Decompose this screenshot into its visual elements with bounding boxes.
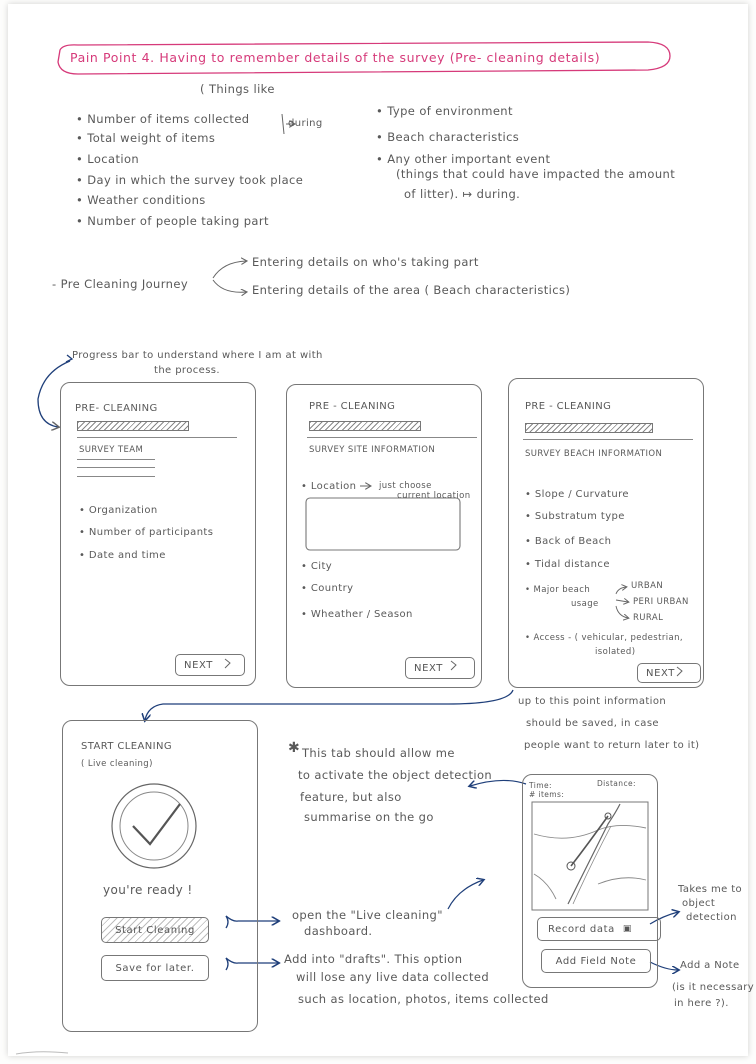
usage-option[interactable]: URBAN xyxy=(631,581,664,591)
star-icon: ✱ xyxy=(288,740,301,756)
list-item: • Number of people taking part xyxy=(76,214,269,228)
form-field[interactable]: • Back of Beach xyxy=(525,536,612,547)
list-item: • Number of items collected xyxy=(76,112,250,126)
usage-label[interactable]: • Major beach xyxy=(525,585,591,595)
screen-survey-team xyxy=(60,382,256,686)
paper-sheet xyxy=(8,4,755,1056)
items-label: # items: xyxy=(529,790,565,799)
start-cleaning-button[interactable]: Start Cleaning xyxy=(101,917,209,943)
form-field[interactable]: • Number of participants xyxy=(79,527,214,538)
tab-note: summarise on the go xyxy=(304,810,434,824)
note-note: Add a Note xyxy=(680,960,740,971)
form-field[interactable]: • Country xyxy=(301,583,354,594)
list-item-sub: (things that could have impacted the amount xyxy=(396,167,676,181)
tab-note: This tab should allow me xyxy=(302,746,455,760)
save-later-note: Add into "drafts". This option xyxy=(284,952,463,966)
location-note: just choose xyxy=(379,481,432,491)
form-field[interactable]: • Tidal distance xyxy=(525,559,610,570)
journey-branch-1: Entering details on who's taking part xyxy=(252,255,479,269)
page-title: Pain Point 4. Having to remember details of the survey (Pre- cleaning details) xyxy=(70,50,601,65)
camera-icon: ▣ xyxy=(622,924,632,934)
screen-live-dashboard xyxy=(522,774,658,988)
list-item-sub: of litter). ↦ during. xyxy=(404,187,521,201)
save-note: should be saved, in case xyxy=(526,718,659,729)
ready-text: you're ready ! xyxy=(103,883,193,897)
screen-start-cleaning xyxy=(62,720,258,1032)
progress-bar xyxy=(525,423,653,433)
record-note: detection xyxy=(686,912,737,923)
list-item: • Total weight of items xyxy=(76,131,216,145)
form-field[interactable]: • Date and time xyxy=(79,550,166,561)
location-note: current location xyxy=(397,491,471,501)
screen-subtitle: SURVEY TEAM xyxy=(79,445,144,455)
screen-beach-info xyxy=(508,378,704,688)
dashboard-arrow xyxy=(448,880,483,909)
journey-branch-2: Entering details of the area ( Beach characteristics) xyxy=(252,283,571,297)
progress-bar xyxy=(77,421,189,431)
list-item: • Type of environment xyxy=(376,104,513,118)
form-field[interactable]: • Access - ( vehicular, pedestrian, xyxy=(525,633,684,643)
flow-arrow xyxy=(145,690,513,720)
form-field[interactable]: • Slope / Curvature xyxy=(525,489,629,500)
save-note: up to this point information xyxy=(518,696,667,707)
journey-label: - Pre Cleaning Journey xyxy=(52,277,189,291)
record-note: Takes me to xyxy=(678,884,743,895)
screen-site-info xyxy=(286,384,482,688)
location-field[interactable]: • Location xyxy=(301,481,357,492)
screen-title: PRE - CLEANING xyxy=(525,401,612,412)
list-item: • Any other important event xyxy=(376,152,551,166)
screen-title: PRE - CLEANING xyxy=(309,401,396,412)
save-later-note: such as location, photos, items collected xyxy=(298,992,549,1006)
form-field[interactable]: • City xyxy=(301,561,333,572)
usage-option[interactable]: RURAL xyxy=(633,613,664,623)
usage-option[interactable]: PERI URBAN xyxy=(633,597,689,607)
list-item: • Day in which the survey took place xyxy=(76,173,304,187)
screen-subtitle: SURVEY BEACH INFORMATION xyxy=(525,449,663,459)
start-note: dashboard. xyxy=(304,924,373,938)
record-data-button[interactable]: Record data ▣ xyxy=(537,917,661,941)
screen-subtitle: ( Live cleaning) xyxy=(81,759,153,769)
journey-branch-up xyxy=(213,261,246,278)
note-note: (is it necessary xyxy=(672,982,755,993)
next-button[interactable]: NEXT xyxy=(637,663,701,683)
progress-note: the process. xyxy=(154,365,220,376)
progress-note: Progress bar to understand where I am at with xyxy=(72,350,323,361)
save-for-later-button[interactable]: Save for later. xyxy=(101,955,209,981)
usage-label: usage xyxy=(571,599,599,609)
save-later-note: will lose any live data collected xyxy=(296,970,490,984)
list-item: • Beach characteristics xyxy=(376,130,520,144)
time-label: Time: xyxy=(529,781,552,790)
form-field-sub: isolated) xyxy=(595,647,636,657)
start-note: open the "Live cleaning" xyxy=(292,908,443,922)
screen-subtitle: SURVEY SITE INFORMATION xyxy=(309,445,436,455)
add-field-note-button[interactable]: Add Field Note xyxy=(541,949,651,973)
save-note: people want to return later to it) xyxy=(524,740,700,751)
list-item: • Location xyxy=(76,152,140,166)
next-button[interactable]: NEXT xyxy=(405,657,475,679)
journey-branch-down xyxy=(213,280,246,292)
screen-title: START CLEANING xyxy=(81,741,173,752)
form-field[interactable]: • Organization xyxy=(79,505,158,516)
form-field[interactable]: • Wheather / Season xyxy=(301,609,413,620)
form-field[interactable]: • Substratum type xyxy=(525,511,625,522)
next-button[interactable]: NEXT xyxy=(175,654,245,676)
progress-bar xyxy=(309,421,421,431)
screen-title: PRE- CLEANING xyxy=(75,403,158,414)
list-item: • Weather conditions xyxy=(76,193,206,207)
distance-label: Distance: xyxy=(597,779,636,788)
things-like-label: ( Things like xyxy=(200,82,275,96)
tab-note: feature, but also xyxy=(300,790,402,804)
note-note: in here ?). xyxy=(674,998,729,1009)
record-note: object xyxy=(682,898,716,909)
during-note: during xyxy=(288,118,323,129)
tab-note: to activate the object detection xyxy=(298,768,493,782)
